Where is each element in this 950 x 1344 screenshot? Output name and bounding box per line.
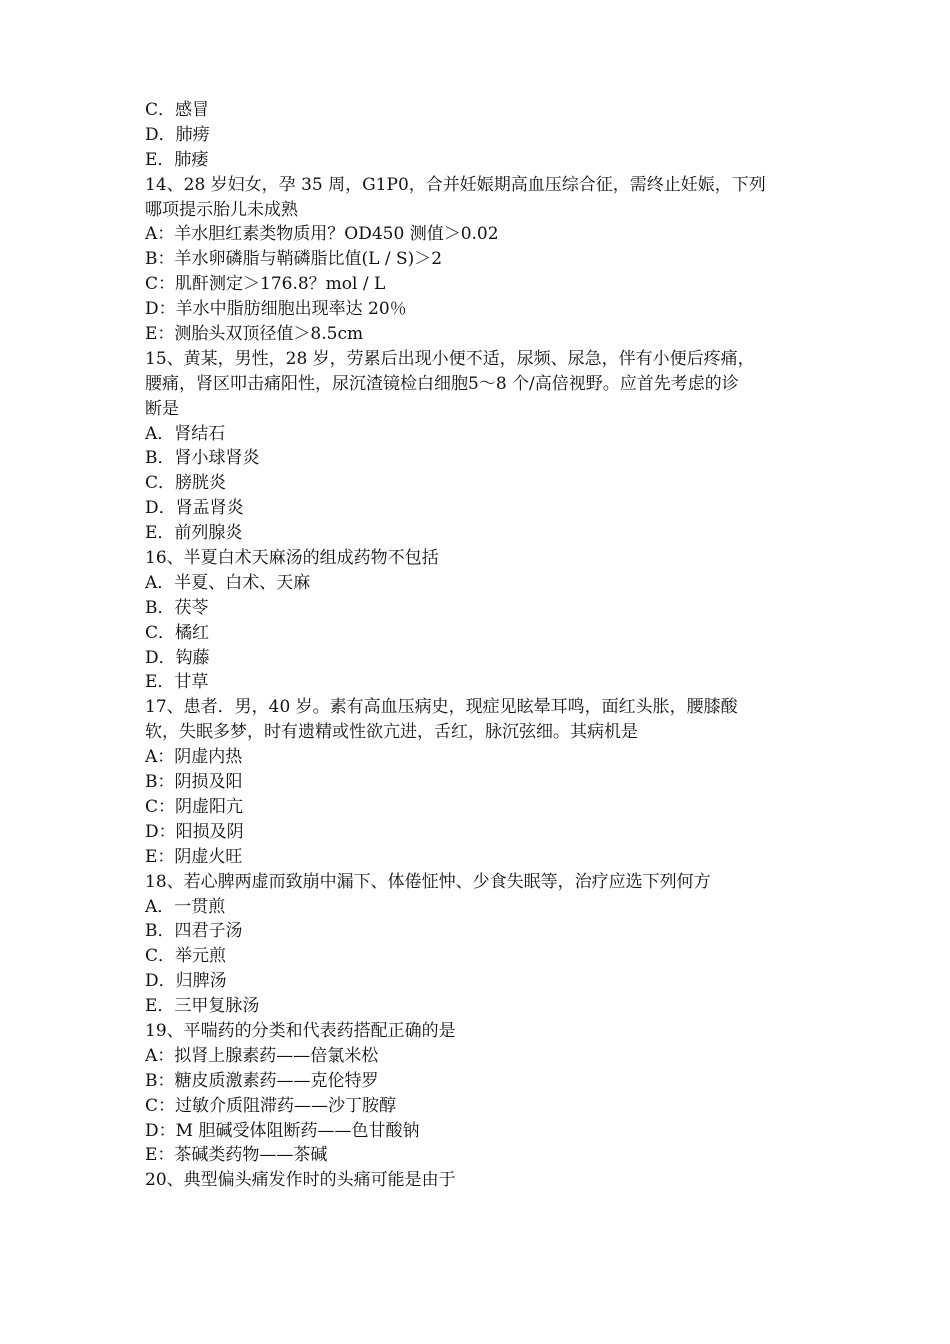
option-line: E．前列腺炎 [145,523,243,544]
option-line: D：阳损及阴 [145,821,244,842]
option-line: B：糖皮质激素药——克伦特罗 [145,1070,379,1091]
option-line: C：阴虚阳亢 [145,796,244,817]
question-line: 哪项提示胎儿未成熟 [145,199,298,220]
option-line: C：肌酐测定＞176.8？mol / L [145,274,386,295]
option-line: D．归脾汤 [145,971,227,992]
option-line: B．茯苓 [145,597,209,618]
option-line: C．橘红 [145,622,210,643]
question-line: 17、患者．男，40 岁。素有高血压病史，现症见眩晕耳鸣，面红头胀，腰膝酸 [145,697,738,718]
question-line: 16、半夏白术天麻汤的组成药物不包括 [145,548,439,569]
option-line: B．四君子汤 [145,921,243,942]
question-line: 软，失眠多梦，时有遗精或性欲亢进，舌红，脉沉弦细。其病机是 [145,722,638,743]
option-line: C．膀胱炎 [145,473,227,494]
option-line: D．钩藤 [145,647,210,668]
question-text-block [145,98,825,1193]
option-line: B：阴损及阳 [145,772,243,793]
option-line: E：阴虚火旺 [145,846,243,867]
question-line: 14、28 岁妇女，孕 35 周，G1P0，合并妊娠期高血压综合征，需终止妊娠，下列 [145,174,766,195]
option-line: A．半夏、白术、天麻 [145,572,311,593]
option-line: D．肺痨 [145,124,210,145]
option-line: C：过敏介质阻滞药——沙丁胺醇 [145,1095,397,1116]
option-line: E：茶碱类药物——茶碱 [145,1145,328,1166]
option-line: E．三甲复脉汤 [145,996,260,1017]
option-line: A．一贯煎 [145,896,226,917]
option-line: C．举元煎 [145,946,227,967]
question-line: 18、若心脾两虚而致崩中漏下、体倦怔忡、少食失眠等，治疗应选下列何方 [145,871,711,892]
option-line: D．肾盂肾炎 [145,498,244,519]
question-line: 腰痛，肾区叩击痛阳性，尿沉渣镜检白细胞5～8 个/高倍视野。应首先考虑的诊 [145,373,739,394]
option-line: B：羊水卵磷脂与鞘磷脂比值(L / S)＞2 [145,249,443,270]
option-line: A：拟肾上腺素药——倍氯米松 [145,1045,379,1066]
question-line: 15、黄某，男性，28 岁，劳累后出现小便不适，尿频、尿急，伴有小便后疼痛， [145,348,755,369]
option-line: A：羊水胆红素类物质用？OD450 测值＞0.02 [145,224,499,245]
option-line: D：M 胆碱受体阻断药——色甘酸钠 [145,1120,420,1141]
option-line: E．肺痿 [145,149,209,170]
question-line: 19、平喘药的分类和代表药搭配正确的是 [145,1020,456,1041]
question-line: 断是 [145,398,179,419]
option-line: B．肾小球肾炎 [145,448,260,469]
option-line: C．感冒 [145,100,210,120]
question-line: 20、典型偏头痛发作时的头痛可能是由于 [145,1170,456,1191]
option-line: A．肾结石 [145,423,226,444]
option-line: D：羊水中脂肪细胞出现率达 20％ [145,299,407,320]
option-line: A：阴虚内热 [145,747,243,768]
option-line: E．甘草 [145,672,209,693]
option-line: E：测胎头双顶径值＞8.5cm [145,324,364,345]
